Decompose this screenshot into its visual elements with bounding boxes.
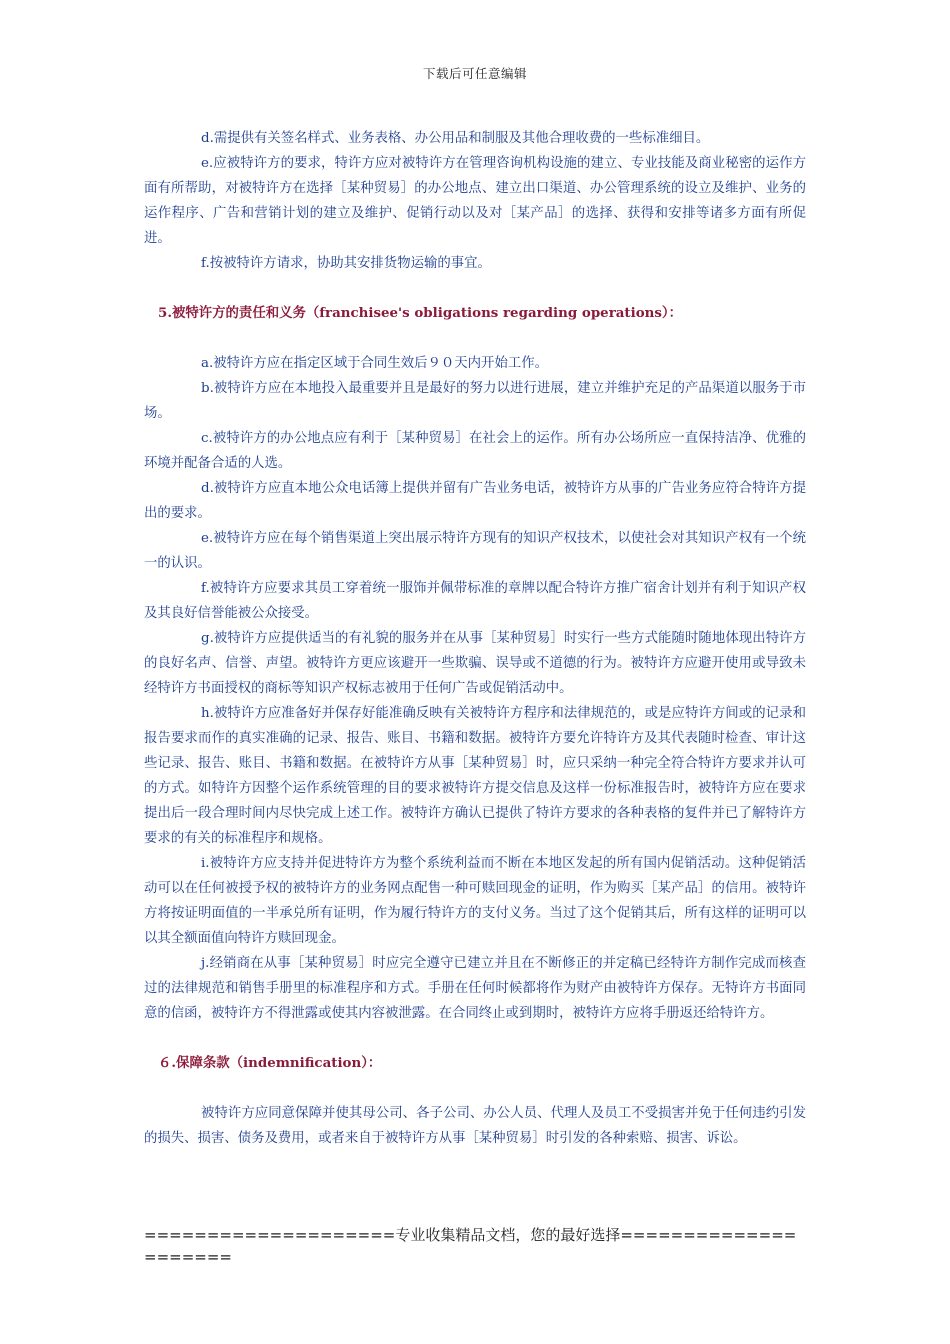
footer-banner: ====================专业收集精品文档，您的最好选择===================== xyxy=(144,1226,797,1266)
paragraph-6-body: 被特许方应同意保障并使其母公司、各子公司、办公人员、代理人及员工不受损害并免于任何违约引发的损失、损害、债务及费用，或者来自于被特许方从事［某种贸易］时引发的各种索赔、损害、诉讼。 xyxy=(144,1106,806,1146)
paragraph-5g: g.被特许方应提供适当的有礼貌的服务并在从事［某种贸易］时实行一些方式能随时随地体现出特许方的良好名声、信誉、声望。被特许方更应该避开一些欺骗、误导或不道德的行为。被特许方应避开使用或导致未经特许方书面授权的商标等知识产权标志被用于任何广告或促销活动中。 xyxy=(144,631,806,696)
paragraph-5e: e.被特许方应在每个销售渠道上突出展示特许方现有的知识产权技术，以使社会对其知识产权有一个统一的认识。 xyxy=(144,531,806,571)
paragraph-5j: j.经销商在从事［某种贸易］时应完全遵守已建立并且在不断修正的并定稿已经特许方制作完成而核查过的法律规范和销售手册里的标准程序和方式。手册在任何时候都将作为财产由被特许方保存。无特许方书面同意的信函，被特许方不得泄露或使其内容被泄露。在合同终止或到期时，被特许方应将手册返还给特许方。 xyxy=(144,956,806,1021)
document-body xyxy=(144,126,806,1151)
paragraph-4f: f.按被特许方请求，协助其安排货物运输的事宜。 xyxy=(201,256,491,271)
paragraph-5b: b.被特许方应在本地投入最重要并且是最好的努力以进行进展，建立并维护充足的产品渠道以服务于市场。 xyxy=(144,381,806,421)
paragraph-4d: d.需提供有关签名样式、业务表格、办公用品和制服及其他合理收费的一些标准细目。 xyxy=(201,131,710,146)
page-header-note: 下载后可任意编辑 xyxy=(422,66,527,81)
paragraph-5c: c.被特许方的办公地点应有利于［某种贸易］在社会上的运作。所有办公场所应一直保持洁净、优雅的环境并配备合适的人选。 xyxy=(144,431,806,471)
paragraph-5d: d.被特许方应直本地公众电话簿上提供并留有广告业务电话，被特许方从事的广告业务应符合特许方提出的要求。 xyxy=(144,481,806,521)
paragraph-5i: i.被特许方应支持并促进特许方为整个系统利益而不断在本地区发起的所有国内促销活动。这种促销活动可以在任何被授予权的被特许方的业务网点配售一种可赎回现金的证明，作为购买［某产品］的信用。被特许方将按证明面值的一半承兑所有证明，作为履行特许方的支付义务。当过了这个促销其后，所有这样的证明可以以其全额面值向特许方赎回现金。 xyxy=(144,856,806,946)
section-6-heading: ６.保障条款（indemnification）： xyxy=(158,1055,382,1071)
paragraph-5f: f.被特许方应要求其员工穿着统一服饰并佩带标准的章牌以配合特许方推广宿舍计划并有利于知识产权及其良好信誉能被公众接受。 xyxy=(144,581,806,621)
section-5-heading: 5.被特许方的责任和义务（franchisee's obligations regarding operations）： xyxy=(158,305,682,321)
paragraph-5h: h.被特许方应准备好并保存好能准确反映有关被特许方程序和法律规范的，或是应特许方间或的记录和报告要求而作的真实准确的记录、报告、账目、书籍和数据。被特许方要允许特许方及其代表随时检查、审计这些记录、报告、账目、书籍和数据。在被特许方从事［某种贸易］时，应只采纳一种完全符合特许方要求并认可的方式。如特许方因整个运作系统管理的目的要求被特许方提交信息及这样一份标准报告时，被特许方应在要求提出后一段合理时间内尽快完成上述工作。被特许方确认已提供了特许方要求的各种表格的复件并已了解特许方要求的有关的标准程序和规格。 xyxy=(144,706,806,846)
paragraph-4e: e.应被特许方的要求，特许方应对被特许方在管理咨询机构设施的建立、专业技能及商业秘密的运作方面有所帮助，对被特许方在选择［某种贸易］的办公地点、建立出口渠道、办公管理系统的设立及维护、业务的运作程序、广告和营销计划的建立及维护、促销行动以及对［某产品］的选择、获得和安排等诸多方面有所促进。 xyxy=(144,156,806,246)
paragraph-5a: a.被特许方应在指定区域于合同生效后９０天内开始工作。 xyxy=(201,356,549,371)
